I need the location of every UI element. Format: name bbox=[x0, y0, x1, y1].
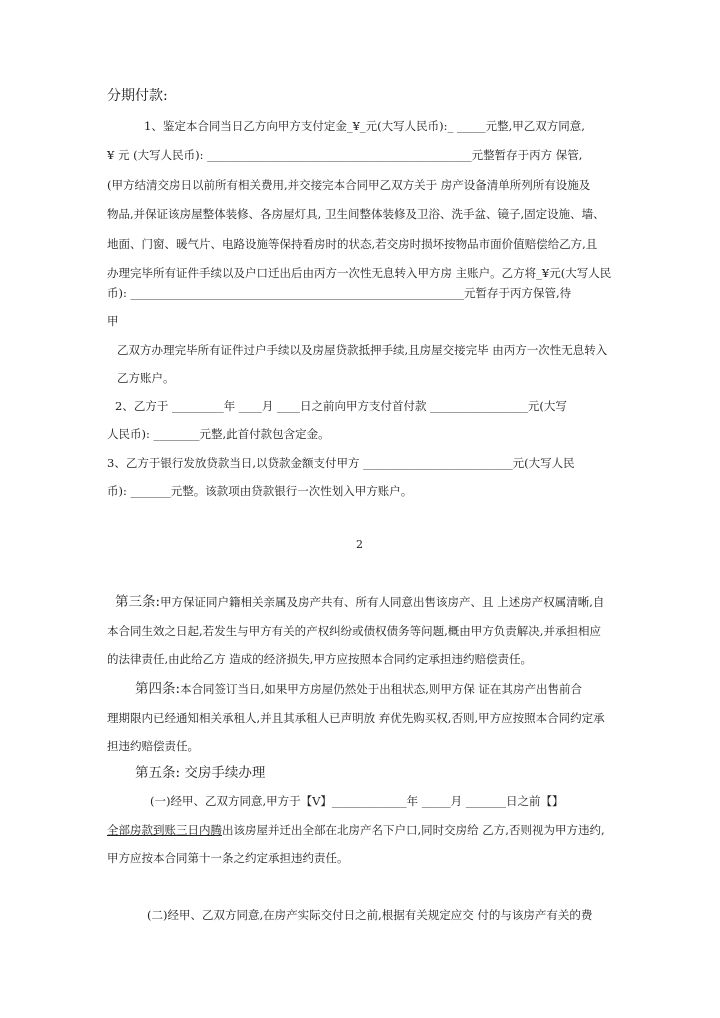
clause-1-line-8: 甲 bbox=[107, 314, 119, 328]
clause-3-line-1: 3、乙方于银行发放贷款当日,以贷款金额支付甲方 __________________________元(大写人民 bbox=[107, 456, 575, 470]
clause-1-line-3: (甲方结清交房日以前所有相关费用,并交接完本合同甲乙双方关于 房产设备清单所列所有设施及 bbox=[107, 178, 591, 192]
page-number: 2 bbox=[356, 538, 363, 551]
article-4-label: 第四条: bbox=[135, 681, 181, 697]
article-3-line-1 bbox=[115, 594, 604, 610]
article-5-underlined-text: 全部房款到账三日内腾 bbox=[107, 823, 222, 837]
clause-2-line-2: 人民币): ________元整,此首付款包含定金。 bbox=[107, 427, 330, 441]
article-5-item-1-line-1: (一)经甲、乙双方同意,甲方于【V】_____________年 _____月 _______日之前【】 bbox=[150, 794, 564, 808]
article-5-item-1-line-2 bbox=[107, 822, 605, 838]
article-5-item-2-line-1: (二)经甲、乙双方同意,在房产实际交付日之前,根据有关规定应交 付的与该房产有关的费 bbox=[147, 908, 593, 922]
article-4-line-2: 理期限内已经通知相关承租人,并且其承租人已声明放 弃优先购买权,否则,甲方应按照本合同约定承 bbox=[107, 711, 605, 725]
article-5-item-1-line-3: 甲方应按本合同第十一条之约定承担违约责任。 bbox=[107, 851, 349, 865]
article-3-line-3: 的法律责任,由此给乙方 造成的经济损失,甲方应按照本合同约定承担违约赔偿责任。 bbox=[107, 652, 532, 666]
clause-3-line-2: 币): _______元整。该款项由贷款银行一次性划入甲方账户。 bbox=[107, 484, 413, 498]
section-title: 分期付款: bbox=[107, 88, 168, 104]
article-5-item-1-line-2-rest: 出该房屋并迁出全部在北房产名下户口,同时交房给 乙方,否则视为甲方违约, bbox=[222, 823, 605, 837]
clause-1-line-5: 地面、门窗、暖气片、电路设施等保持看房时的状态,若交房时损坏按物品市面价值赔偿给乙方,且 bbox=[107, 237, 598, 251]
clause-1-line-4: 物品,并保证该房屋整体装修、各房屋灯具, 卫生间整体装修及卫浴、洗手盆、镜子,固定设施、墙、 bbox=[107, 207, 605, 221]
clause-1-line-7: 币): __________________________________________________________元暂存于丙方保管,待 bbox=[107, 286, 572, 300]
article-3-label: 第三条: bbox=[115, 594, 161, 610]
clause-1-line-1: 1、鉴定本合同当日乙方向甲方支付定金_¥_元(大写人民币):_ _____元整,甲乙双方同意, bbox=[144, 119, 585, 133]
article-4-text-1: 本合同签订当日,如果甲方房屋仍然处于出租状态,则甲方保 证在其房产出售前合 bbox=[180, 682, 583, 696]
article-3-text-1: 甲方保证同户籍相关亲属及房产共有、所有人同意出售该房产、且 上述房产权属清晰,自 bbox=[160, 595, 605, 609]
clause-1-line-9: 乙双方办理完毕所有证件过户手续以及房屋贷款抵押手续,且房屋交接完毕 由丙方一次性无息转入 bbox=[117, 343, 608, 357]
article-4-line-3: 担违约赔偿责任。 bbox=[107, 739, 199, 753]
clause-1-line-2: ¥ 元 (大写人民币): ______________________________________________元整暂存于丙方 保管, bbox=[107, 148, 583, 162]
clause-2-line-1: 2、乙方于 _________年 ____月 ____日之前向甲方支付首付款 _________________元(大写 bbox=[115, 399, 567, 413]
article-3-line-2: 本合同生效之日起,若发生与甲方有关的产权纠纷或债权债务等问题,概由甲方负责解决,并承担相应 bbox=[107, 624, 601, 638]
article-5-title: 第五条: 交房手续办理 bbox=[135, 765, 266, 781]
article-4-line-1 bbox=[135, 681, 582, 697]
clause-1-line-6: 办理完毕所有证件手续以及户口迁出后由丙方一次性无息转入甲方房 主账户。乙方将_¥元(大写人民 bbox=[107, 266, 612, 280]
clause-1-line-10: 乙方账户。 bbox=[117, 371, 175, 385]
